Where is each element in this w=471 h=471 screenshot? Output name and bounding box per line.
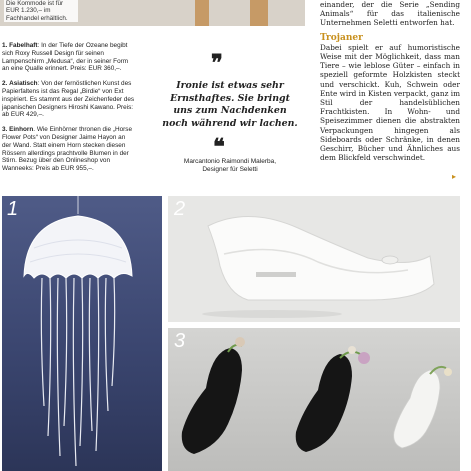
photo-horse-flower-pots bbox=[168, 328, 460, 471]
caption-1 bbox=[2, 42, 135, 73]
furniture-leg bbox=[195, 0, 209, 26]
furniture-leg bbox=[250, 0, 268, 26]
quote-close-mark-icon: ❝ bbox=[213, 134, 225, 160]
caption-1-title: Fabelhaft bbox=[9, 42, 38, 49]
article-intro: einander, der die Serie „Sending Animals“ für das italienische Unternehmen Seletti entworfen hat. bbox=[320, 0, 460, 28]
pull-quote: Ironie ist etwas sehr Ernsthaftes. Sie bringt uns zum Nachdenken noch während wir lachen. bbox=[162, 80, 298, 129]
caption-2-number: 2. bbox=[2, 80, 8, 88]
caption-2 bbox=[2, 80, 135, 119]
horse-vase-icon bbox=[168, 328, 460, 471]
captions-column bbox=[2, 42, 135, 180]
photo-jellyfish-lamp bbox=[2, 196, 162, 471]
photo-birdie-shelf bbox=[168, 196, 460, 322]
article-end-mark-icon: ▸ bbox=[452, 172, 457, 181]
caption-1-number: 1. bbox=[2, 42, 8, 49]
caption-3-title: Einhorn bbox=[9, 126, 34, 134]
caption-2-text: : Von der fernöstlichen Kunst des Papierfaltens ist das Regal „Birdie“ von Ext inspiriert. Es stammt aus der Zeichenfeder des japanischen Designers Hiroshi Kawano. Preis: ab EUR 429,–. bbox=[2, 80, 135, 119]
photo-2-number: 2 bbox=[174, 198, 186, 220]
quote-author bbox=[160, 158, 300, 174]
article-right-column bbox=[320, 0, 460, 162]
caption-2-title: Asiatisch bbox=[9, 80, 38, 88]
quote-open-mark-icon: ❞ bbox=[211, 50, 223, 76]
top-photo-caption: Die Kommode ist für EUR 1.230,– im Fachhandel erhältlich. bbox=[4, 0, 78, 22]
caption-3 bbox=[2, 126, 135, 173]
jellyfish-lamp-icon bbox=[2, 196, 162, 471]
caption-1-text: : In der Tiefe der Ozeane begibt sich Roxy Russell Design für seinen Lampenschirm „Medusa“, der in seiner Form an eine Qualle erinnert. Preis: EUR 360,–. bbox=[2, 42, 129, 73]
caption-3-text: . Wie Einhörner thronen die „Horse Flower Pots“ von Designer Jaime Hayon an der Wand. Statt einem Horn stecken diesen Rössern allerdings prachtvolle Blumen in der Stirn. Bezug über den Onlineshop von Wanneeks: Preis ab EUR 955,–. bbox=[2, 126, 133, 173]
section-heading: Trojaner bbox=[320, 32, 363, 43]
article-body: Dabei spielt er auf humoristische Weise mit der Möglichkeit, dass man Tiere – wie leblose Güter – einfach in speziell geformte Holzkisten steckt und verschickt. Kuh, Schwein oder Ente wird in Kisten verpackt, ganz im Stil der handelsüblichen Frachtkisten. In Wohn- und Speisezimmer dienen die abstrakten Verpackungen hingegen als Sideboards oder Schränke, in denen Geschirr, Bücher und Ähnliches aus dem Blickfeld verschwindet. bbox=[320, 42, 460, 163]
wave-shelf-icon bbox=[168, 196, 460, 322]
caption-3-number: 3. bbox=[2, 126, 8, 134]
photo-3-number: 3 bbox=[174, 330, 186, 352]
quote-author-role: Designer für Seletti bbox=[202, 166, 258, 174]
photo-1-number: 1 bbox=[7, 198, 19, 220]
quote-author-name: Marcantonio Raimondi Malerba, bbox=[183, 158, 277, 165]
